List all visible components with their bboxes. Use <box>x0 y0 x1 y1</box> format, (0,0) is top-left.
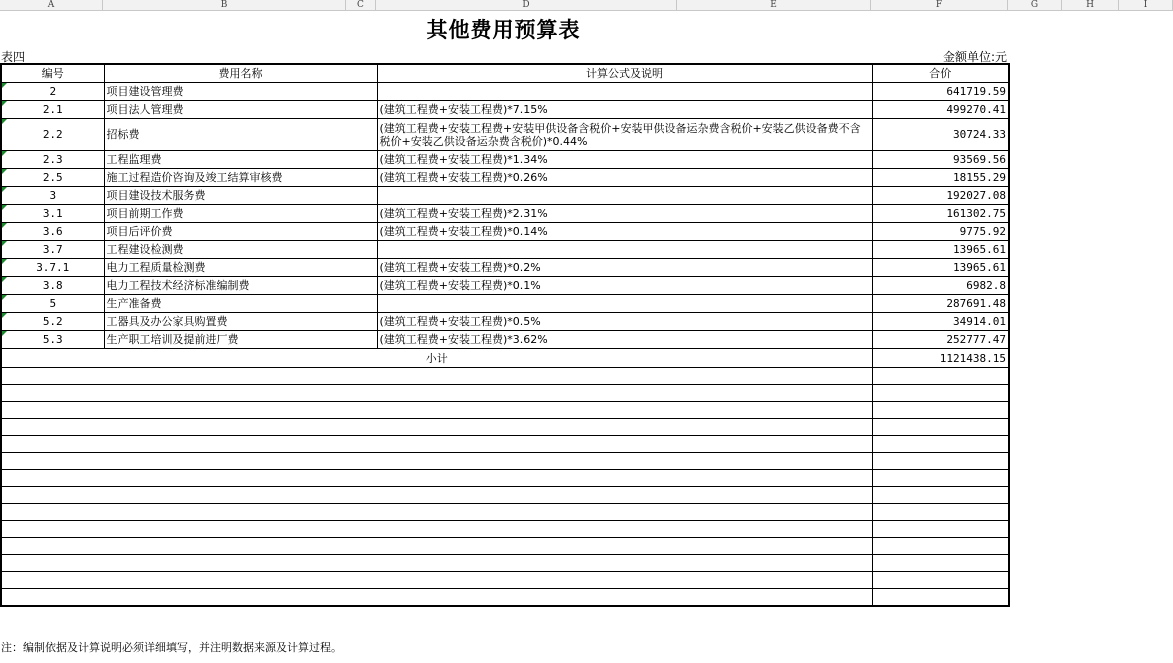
empty-amount-cell[interactable] <box>872 436 1009 453</box>
table-row <box>1 223 1009 241</box>
row-code-cell[interactable]: 3.1 <box>1 205 104 223</box>
empty-cell[interactable] <box>1 368 872 385</box>
row-name-cell[interactable]: 电力工程质量检测费 <box>104 259 377 277</box>
empty-cell[interactable] <box>1 538 872 555</box>
table-row <box>1 259 1009 277</box>
row-formula-cell[interactable]: (建筑工程费+安装工程费)*7.15% <box>377 101 872 119</box>
budget-table <box>0 63 1010 607</box>
row-amount-cell[interactable]: 13965.61 <box>872 259 1009 277</box>
header-total[interactable]: 合价 <box>872 64 1009 83</box>
footnote: 注：编制依据及计算说明必须详细填写，并注明数据来源及计算过程。 <box>1 641 342 654</box>
row-code-cell[interactable]: 5 <box>1 295 104 313</box>
row-formula-cell[interactable]: (建筑工程费+安装工程费)*3.62% <box>377 331 872 349</box>
empty-amount-cell[interactable] <box>872 368 1009 385</box>
empty-amount-cell[interactable] <box>872 555 1009 572</box>
empty-amount-cell[interactable] <box>872 385 1009 402</box>
table-row <box>1 241 1009 259</box>
row-formula-cell[interactable]: (建筑工程费+安装工程费)*1.34% <box>377 151 872 169</box>
table-row <box>1 277 1009 295</box>
table-row <box>1 119 1009 151</box>
empty-row <box>1 521 1009 538</box>
empty-row <box>1 402 1009 419</box>
empty-amount-cell[interactable] <box>872 572 1009 589</box>
empty-cell[interactable] <box>1 487 872 504</box>
empty-cell[interactable] <box>1 470 872 487</box>
row-formula-cell[interactable] <box>377 241 872 259</box>
row-code-cell[interactable]: 3.7 <box>1 241 104 259</box>
row-name-cell[interactable]: 生产职工培训及提前进厂费 <box>104 331 377 349</box>
amount-unit: 金额单位:元 <box>942 50 1007 64</box>
empty-row <box>1 453 1009 470</box>
row-amount-cell[interactable]: 287691.48 <box>872 295 1009 313</box>
table-row <box>1 151 1009 169</box>
column-header-g[interactable]: G <box>1008 0 1062 10</box>
row-formula-cell[interactable]: (建筑工程费+安装工程费)*0.26% <box>377 169 872 187</box>
row-amount-cell[interactable]: 30724.33 <box>872 119 1009 151</box>
table-row <box>1 101 1009 119</box>
empty-cell[interactable] <box>1 419 872 436</box>
row-formula-cell[interactable] <box>377 83 872 101</box>
row-amount-cell[interactable]: 93569.56 <box>872 151 1009 169</box>
header-formula[interactable]: 计算公式及说明 <box>377 64 872 83</box>
row-name-cell[interactable]: 生产准备费 <box>104 295 377 313</box>
table-header-row <box>1 64 1009 83</box>
empty-cell[interactable] <box>1 436 872 453</box>
row-code-cell[interactable]: 2 <box>1 83 104 101</box>
row-name-cell[interactable]: 项目法人管理费 <box>104 101 377 119</box>
row-name-cell[interactable]: 工程监理费 <box>104 151 377 169</box>
column-header-h[interactable]: H <box>1062 0 1119 10</box>
table-row <box>1 313 1009 331</box>
subtotal-label[interactable]: 小计 <box>1 349 872 368</box>
table-row <box>1 295 1009 313</box>
empty-cell[interactable] <box>1 402 872 419</box>
empty-row <box>1 572 1009 589</box>
header-code[interactable]: 编号 <box>1 64 104 83</box>
empty-amount-cell[interactable] <box>872 487 1009 504</box>
row-code-cell[interactable]: 2.1 <box>1 101 104 119</box>
column-header-e[interactable]: E <box>677 0 871 10</box>
row-name-cell[interactable]: 工程建设检测费 <box>104 241 377 259</box>
row-code-cell[interactable]: 3.8 <box>1 277 104 295</box>
empty-cell[interactable] <box>1 521 872 538</box>
row-formula-cell[interactable]: (建筑工程费+安装工程费)*0.14% <box>377 223 872 241</box>
column-header-d[interactable]: D <box>376 0 677 10</box>
table-row <box>1 83 1009 101</box>
row-name-cell[interactable]: 施工过程造价咨询及竣工结算审核费 <box>104 169 377 187</box>
empty-amount-cell[interactable] <box>872 402 1009 419</box>
row-name-cell[interactable]: 项目建设技术服务费 <box>104 187 377 205</box>
empty-row <box>1 487 1009 504</box>
row-name-cell[interactable]: 项目后评价费 <box>104 223 377 241</box>
row-formula-cell[interactable] <box>377 187 872 205</box>
header-name[interactable]: 费用名称 <box>104 64 377 83</box>
row-amount-cell[interactable]: 18155.29 <box>872 169 1009 187</box>
column-header-a[interactable]: A <box>0 0 103 10</box>
empty-row <box>1 436 1009 453</box>
row-amount-cell[interactable]: 13965.61 <box>872 241 1009 259</box>
row-amount-cell[interactable]: 6982.8 <box>872 277 1009 295</box>
table-row <box>1 187 1009 205</box>
empty-row <box>1 538 1009 555</box>
empty-amount-cell[interactable] <box>872 589 1009 607</box>
row-name-cell[interactable]: 电力工程技术经济标准编制费 <box>104 277 377 295</box>
empty-cell[interactable] <box>1 589 872 607</box>
row-code-cell[interactable]: 3.7.1 <box>1 259 104 277</box>
row-code-cell[interactable]: 2.2 <box>1 119 104 151</box>
column-header-f[interactable]: F <box>871 0 1008 10</box>
column-header-c[interactable]: C <box>346 0 376 10</box>
empty-row <box>1 504 1009 521</box>
row-name-cell[interactable]: 工器具及办公家具购置费 <box>104 313 377 331</box>
row-code-cell[interactable]: 3 <box>1 187 104 205</box>
row-name-cell[interactable]: 项目建设管理费 <box>104 83 377 101</box>
empty-amount-cell[interactable] <box>872 453 1009 470</box>
column-header-b[interactable]: B <box>103 0 346 10</box>
row-formula-cell[interactable]: (建筑工程费+安装工程费)*0.2% <box>377 259 872 277</box>
row-code-cell[interactable]: 2.3 <box>1 151 104 169</box>
subtotal-row <box>1 349 1009 368</box>
empty-row <box>1 368 1009 385</box>
row-code-cell[interactable]: 5.2 <box>1 313 104 331</box>
row-amount-cell[interactable]: 252777.47 <box>872 331 1009 349</box>
row-code-cell[interactable]: 2.5 <box>1 169 104 187</box>
empty-amount-cell[interactable] <box>872 470 1009 487</box>
row-amount-cell[interactable]: 9775.92 <box>872 223 1009 241</box>
table-row <box>1 205 1009 223</box>
row-formula-cell[interactable]: (建筑工程费+安装工程费)*2.31% <box>377 205 872 223</box>
table-row <box>1 169 1009 187</box>
row-formula-cell[interactable]: (建筑工程费+安装工程费)*0.5% <box>377 313 872 331</box>
empty-cell[interactable] <box>1 385 872 402</box>
empty-cell[interactable] <box>1 453 872 470</box>
empty-amount-cell[interactable] <box>872 538 1009 555</box>
row-name-cell[interactable]: 项目前期工作费 <box>104 205 377 223</box>
empty-row <box>1 589 1009 607</box>
row-amount-cell[interactable]: 161302.75 <box>872 205 1009 223</box>
row-code-cell[interactable]: 5.3 <box>1 331 104 349</box>
row-formula-cell[interactable]: (建筑工程费+安装工程费)*0.1% <box>377 277 872 295</box>
empty-amount-cell[interactable] <box>872 419 1009 436</box>
row-amount-cell[interactable]: 34914.01 <box>872 313 1009 331</box>
empty-row <box>1 555 1009 572</box>
row-name-cell[interactable]: 招标费 <box>104 119 377 151</box>
sheet-title: 其他费用预算表 <box>426 17 581 42</box>
column-header-bar <box>0 0 1173 11</box>
row-amount-cell[interactable]: 641719.59 <box>872 83 1009 101</box>
row-formula-cell[interactable]: (建筑工程费+安装工程费+安装甲供设备含税价+安装甲供设备运杂费含税价+安装乙供设备费不含税价+安装乙供设备运杂费含税价)*0.44% <box>377 119 872 151</box>
row-amount-cell[interactable]: 499270.41 <box>872 101 1009 119</box>
empty-row <box>1 419 1009 436</box>
table-row <box>1 331 1009 349</box>
row-code-cell[interactable]: 3.6 <box>1 223 104 241</box>
row-amount-cell[interactable]: 192027.08 <box>872 187 1009 205</box>
subtotal-amount[interactable]: 1121438.15 <box>872 349 1009 368</box>
empty-row <box>1 385 1009 402</box>
empty-cell[interactable] <box>1 504 872 521</box>
row-formula-cell[interactable] <box>377 295 872 313</box>
table-name: 表四 <box>1 50 26 64</box>
empty-amount-cell[interactable] <box>872 504 1009 521</box>
empty-amount-cell[interactable] <box>872 521 1009 538</box>
empty-row <box>1 470 1009 487</box>
empty-cell[interactable] <box>1 555 872 572</box>
empty-cell[interactable] <box>1 572 872 589</box>
column-header-i[interactable]: I <box>1119 0 1173 10</box>
